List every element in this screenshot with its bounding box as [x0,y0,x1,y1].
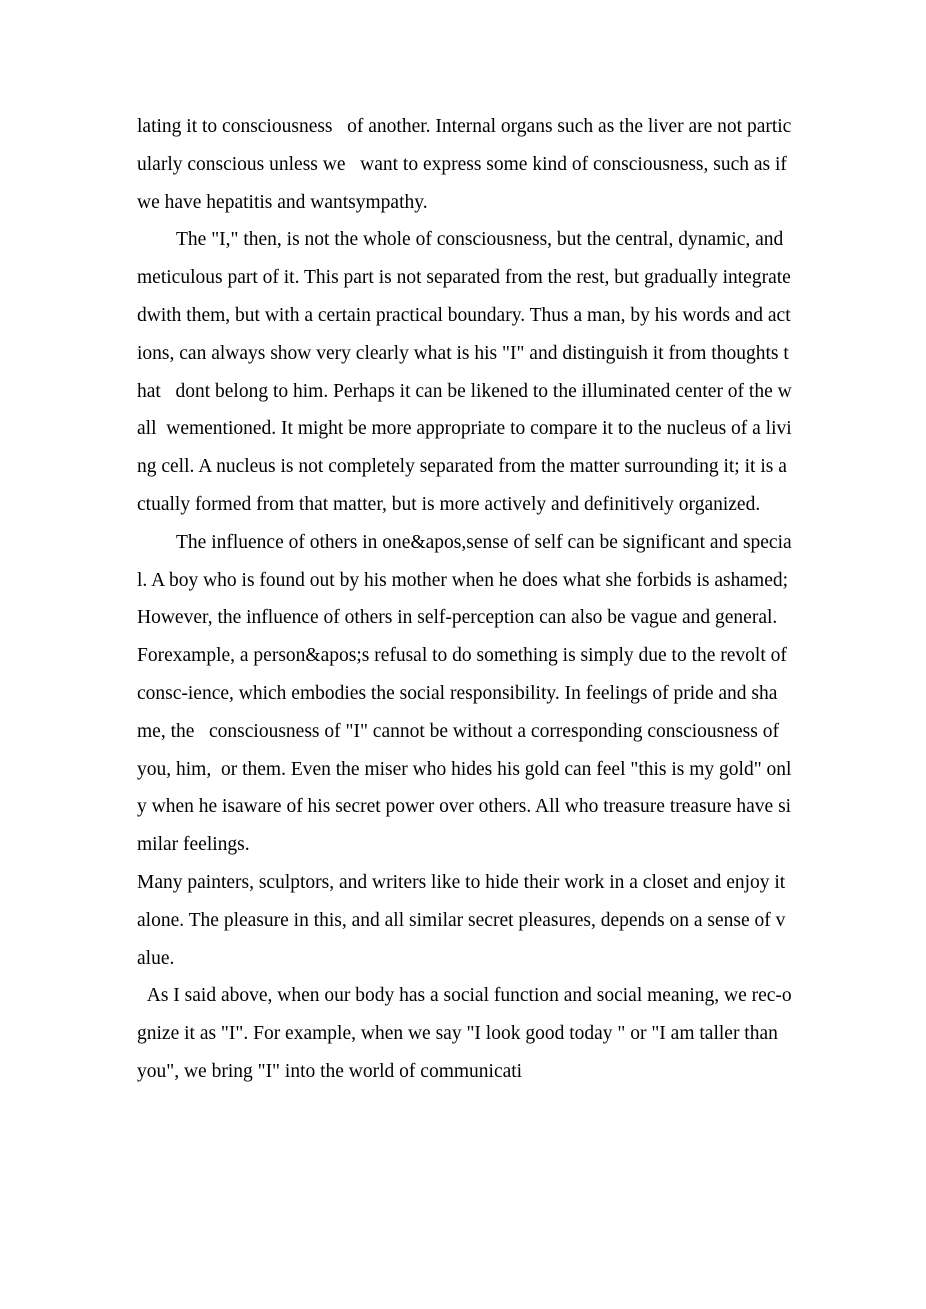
paragraph: The "I," then, is not the whole of consciousness, but the central, dynamic, and meticulous part of it. This part is not separated from the rest, but gradually integratedwith them, but with a certain practical boundary. Thus a man, by his words and actions, can always show very clearly what is his "I" and distinguish it from thoughts that dont belong to him. Perhaps it can be likened to the illuminated center of the wall wementioned. It might be more appropriate to compare it to the nucleus of a living cell. A nucleus is not completely separated from the matter surrounding it; it is actually formed from that matter, but is more actively and definitively organized. [137,229,798,515]
paragraph: lating it to consciousness of another. Internal organs such as the liver are not particularly conscious unless we want to express some kind of consciousness, such as if we have hepatitis and wantsympathy. [137,116,792,213]
paragraph: The influence of others in one&apos,sense of self can be significant and special. A boy who is found out by his mother when he does what she forbids is ashamed; However, the influence of others in self-perception can also be vague and general. Forexample, a person&apos;s refusal to do something is simply due to the revolt of consc-ience, which embodies the social responsibility. In feelings of pride and shame, the consciousness of "I" cannot be without a corresponding consciousness of you, him, or them. Even the miser who hides his gold can feel "this is my gold" only when he isaware of his secret power over others. All who treasure treasure have similar feelings. [137,531,813,856]
document-text-column [137,108,813,1091]
paragraph: As I said above, when our body has a social function and social meaning, we rec-ognize it as "I". For example, when we say "I look good today " or "I am taller than you", we bring "I" into the world of communicati [137,985,798,1082]
paragraph: Many painters, sculptors, and writers like to hide their work in a closet and enjoy it alone. The pleasure in this, and all similar secret pleasures, depends on a sense of value. [137,871,791,969]
